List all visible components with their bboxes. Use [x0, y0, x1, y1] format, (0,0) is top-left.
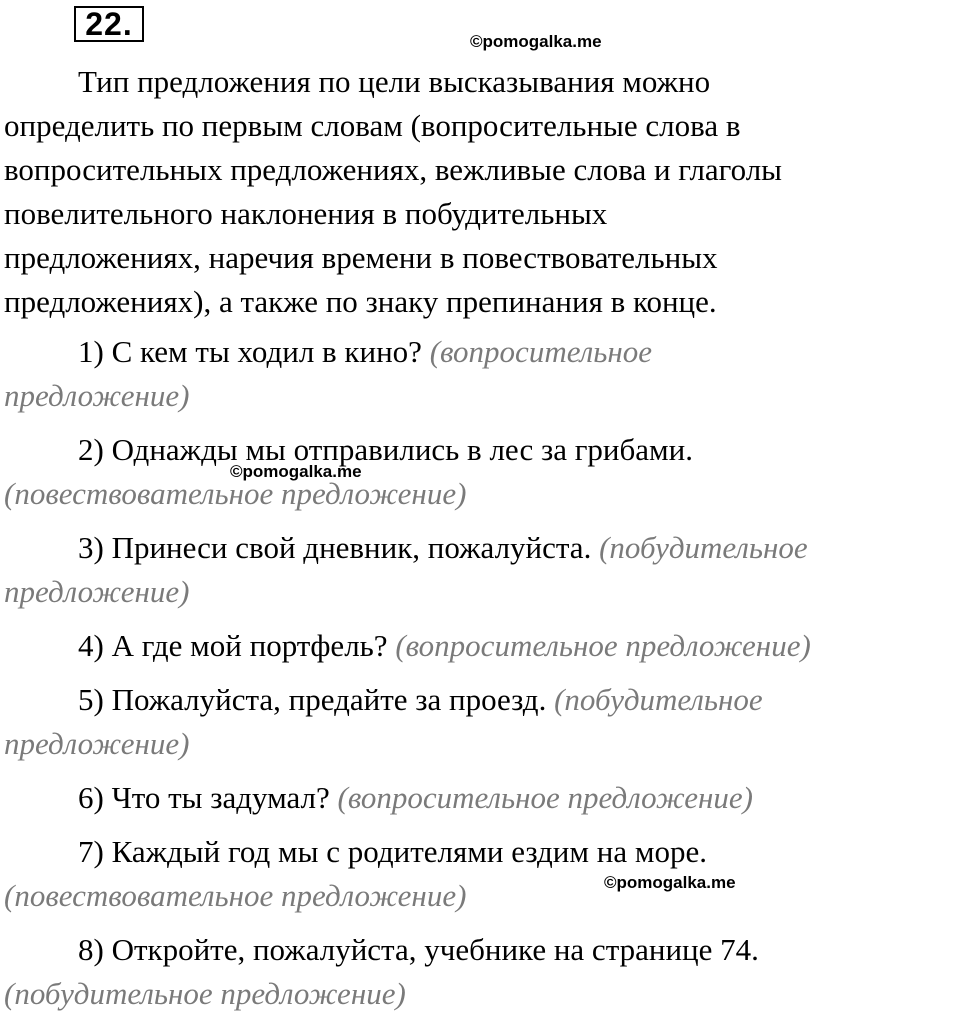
- watermark: ©pomogalka.me: [230, 462, 362, 481]
- task-number-box: 22.: [74, 6, 144, 42]
- exercise-item-5: [4, 680, 763, 768]
- item-answer-continued: предложение): [4, 726, 190, 761]
- item-answer: (вопросительное предложение): [395, 628, 811, 663]
- intro-line: предложениях, наречия времени в повествовательных: [4, 240, 718, 275]
- intro-line: вопросительных предложениях, вежливые слова и глаголы: [4, 152, 783, 187]
- intro-paragraph: [4, 62, 956, 326]
- item-answer: (побудительное предложение): [4, 976, 406, 1011]
- intro-line: повелительного наклонения в побудительных: [4, 196, 608, 231]
- exercise-item-6: [4, 778, 753, 822]
- exercise-item-4: [4, 626, 811, 670]
- exercise-item-1: [4, 332, 652, 420]
- intro-line: предложениях), а также по знаку препинания в конце.: [4, 284, 717, 319]
- item-answer: (вопросительное: [429, 334, 652, 369]
- item-sentence: 5) Пожалуйста, предайте за проезд.: [78, 682, 547, 717]
- item-answer-continued: предложение): [4, 378, 190, 413]
- item-answer: (вопросительное предложение): [337, 780, 753, 815]
- exercise-item-3: [4, 528, 808, 616]
- item-sentence: 4) А где мой портфель?: [78, 628, 388, 663]
- item-sentence: 6) Что ты задумал?: [78, 780, 330, 815]
- item-sentence: 2) Однажды мы отправились в лес за грибами.: [78, 432, 694, 467]
- item-answer: (побудительное: [599, 530, 808, 565]
- item-sentence: 7) Каждый год мы с родителями ездим на море.: [78, 834, 707, 869]
- item-sentence: 3) Принеси свой дневник, пожалуйста.: [78, 530, 592, 565]
- exercise-item-2: [4, 430, 693, 518]
- watermark: ©pomogalka.me: [604, 873, 736, 892]
- item-answer: (повествовательное предложение): [4, 878, 467, 913]
- intro-line: Тип предложения по цели высказывания можно: [78, 64, 711, 99]
- watermark: ©pomogalka.me: [470, 32, 602, 51]
- item-answer: (повествовательное предложение): [4, 476, 467, 511]
- exercise-item-8: [4, 930, 759, 1018]
- item-answer: (побудительное: [554, 682, 763, 717]
- item-sentence: 8) Откройте, пожалуйста, учебнике на странице 74.: [78, 932, 759, 967]
- intro-line: определить по первым словам (вопросительные слова в: [4, 108, 741, 143]
- item-answer-continued: предложение): [4, 574, 190, 609]
- exercise-item-7: [4, 832, 707, 920]
- item-sentence: 1) С кем ты ходил в кино?: [78, 334, 422, 369]
